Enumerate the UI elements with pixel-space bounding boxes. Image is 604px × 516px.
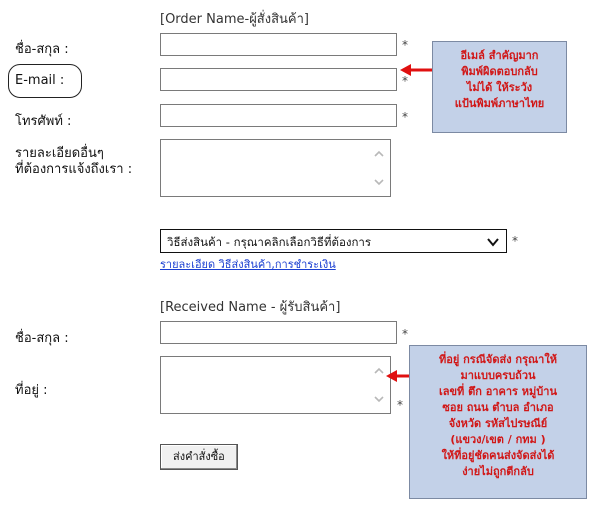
address-note-line: ให้ที่อยู่ชัดคนส่งจัดส่งได้ [441,449,555,462]
order-fullname-required: * [402,38,408,52]
email-note-line: ไม่ได้ ให้ระวัง [466,81,533,94]
chevron-up-icon[interactable] [373,148,385,160]
phone-label: โทรศัพท์ : [15,114,72,129]
address-label: ที่อยู่ : [15,383,48,398]
order-fullname-input[interactable] [160,33,397,56]
email-note-line: พิมพ์ผิดตอบกลับ [461,65,538,78]
address-note-line: (แขวง/เขต / กทม ) [450,433,546,446]
submit-order-button[interactable]: ส่งคำสั่งซื้อ [160,444,238,470]
receive-fullname-input[interactable] [160,321,397,344]
chevron-down-icon [486,235,500,249]
address-note-line: ซอย ถนน ตำบล อำเภอ [442,401,554,414]
receive-fullname-required: * [402,327,408,341]
phone-required: * [402,110,408,124]
phone-input[interactable] [160,104,397,127]
details-scrollbar[interactable] [371,144,387,192]
address-scrollbar[interactable] [371,361,387,409]
address-note-line: จังหวัด รหัสไปรษณีย์ [448,417,548,430]
order-section-title: [Order Name-ผู้สั่งสินค้า] [160,12,309,27]
order-fullname-label: ชื่อ-สกุล : [15,42,69,57]
arrow-left-icon [400,62,434,78]
receive-fullname-label: ชื่อ-สกุล : [15,331,69,346]
address-instruction-note [409,345,587,499]
receive-section-title: [Received Name - ผู้รับสินค้า] [160,300,341,315]
email-note-line: อีเมล์ สำคัญมาก [460,49,539,62]
address-note-line: เลขที่ ตึก อาคาร หมู่บ้าน [439,385,557,398]
chevron-down-icon[interactable] [373,176,385,188]
shipping-details-link[interactable]: รายละเอียด วิธีส่งสินค้า,การชำระเงิน [160,258,336,271]
chevron-up-icon[interactable] [373,365,385,377]
email-warning-note [432,41,567,133]
address-note-line: ง่ายไม่ถูกตีกลับ [462,465,534,478]
shipping-method-select[interactable] [160,229,507,253]
shipping-select-value: วิธีส่งสินค้า - กรุณาคลิกเลือกวิธีที่ต้องการ [167,235,372,249]
details-label-line2: ที่ต้องการแจ้งถึงเรา : [15,162,133,177]
address-note-line: มาแบบครบถ้วน [460,369,536,382]
details-textarea[interactable] [160,139,391,197]
address-required: * [397,398,403,412]
address-textarea[interactable] [160,356,391,414]
shipping-required: * [512,234,518,248]
details-label-line1: รายละเอียดอื่นๆ [15,146,104,161]
email-label: E-mail : [15,73,65,88]
email-input[interactable] [160,68,397,91]
email-note-line: แป้นพิมพ์ภาษาไทย [454,97,545,110]
chevron-down-icon[interactable] [373,393,385,405]
address-note-line: ที่อยู่ กรณีจัดส่ง กรุณาให้ [439,353,557,366]
email-required: * [402,74,408,88]
